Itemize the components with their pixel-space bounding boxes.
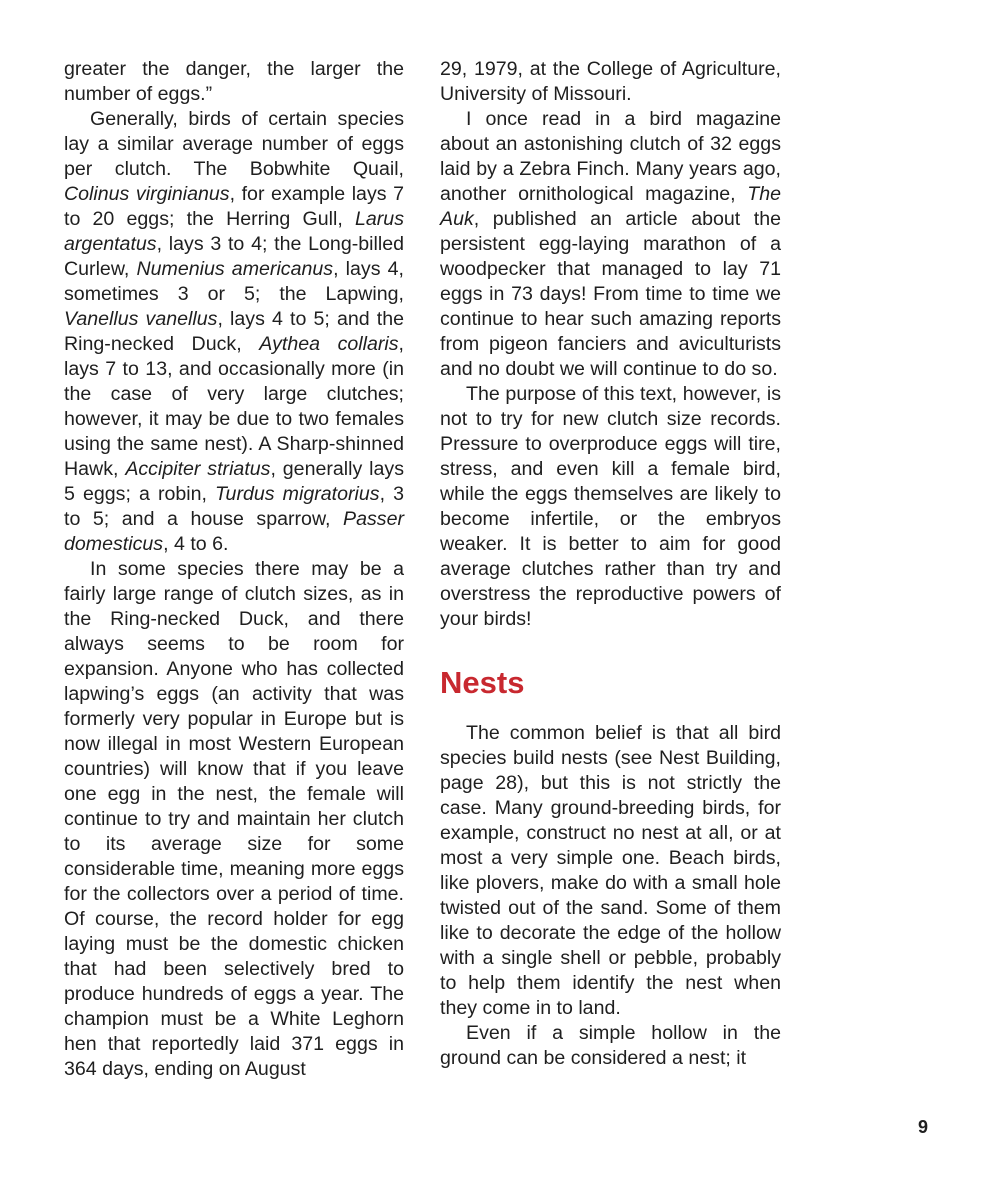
species-name: Accipiter striatus xyxy=(125,458,271,480)
paragraph xyxy=(440,57,781,107)
paragraph xyxy=(440,382,781,632)
paragraph-text: greater the danger, the larger the number of eggs.” xyxy=(64,58,404,105)
paragraph xyxy=(440,721,781,1021)
paragraph xyxy=(64,557,404,1082)
paragraph-text: 29, 1979, at the College of Agriculture, University of Missouri. xyxy=(440,58,781,105)
species-name: Larus argentatus xyxy=(64,208,404,255)
page-number: 9 xyxy=(917,1117,928,1137)
species-name: Colinus virginianus xyxy=(64,183,230,205)
paragraph: Generally, birds of certain species lay a similar average number of eggs per clutch. The Bobwhite Quail, Colinus virginianus, for example lays 7 to 20 eggs; the Herring Gull, Larus argentatus, lays 3 to 4; the Long-billed Curlew, Numenius americanus, lays 4, sometimes 3 or 5; the Lapwing, Vanellus vanellus, lays 4 to 5; and the Ring-necked Duck, Aythea collaris, lays 7 to 13, and occasionally more (in the case of very large clutches; however, it may be due to two females using the same nest). A Sharp-shinned Hawk, Accipiter striatus, generally lays 5 eggs; a robin, Turdus migratorius, 3 to 5; and a house sparrow, Passer domesticus, 4 to 6. xyxy=(64,108,405,555)
section-heading: Nests xyxy=(440,665,525,700)
species-name: Vanellus vanellus xyxy=(64,308,218,330)
left-column xyxy=(64,57,404,1082)
species-name: Passer domesticus xyxy=(64,508,404,555)
paragraph: I once read in a bird magazine about an astonishing clutch of 32 eggs laid by a Zebra Finch. Many years ago, another ornithological magazine, The Auk, published an article about the persistent egg-laying marathon of a woodpecker that managed to lay 71 eggs in 73 days! From time to time we continue to hear such amazing reports from pigeon fanciers and aviculturists and no doubt we will continue to do so. xyxy=(440,108,781,380)
paragraph-text: The purpose of this text, however, is not to try for new clutch size records. Pressure to overproduce eggs will tire, stress, and even kill a female bird, while the eggs themselves are likely to become infertile, or the embryos weaker. It is better to aim for good average clutches rather than try and overstress the reproductive powers of your birds! xyxy=(440,383,781,630)
right-column xyxy=(440,57,781,1071)
species-name: Turdus migratorius xyxy=(215,483,380,505)
paragraph xyxy=(440,1021,781,1071)
paragraph-text: The common belief is that all bird species build nests (see Nest Building, page 28), but this is not strictly the case. Many ground-breeding birds, for example, construct no nest at all, or at most a very simple one. Beach birds, like plovers, make do with a small hole twisted out of the sand. Some of them like to decorate the edge of the hollow with a single shell or pebble, probably to help them identify the nest when they come in to land. xyxy=(440,722,781,1019)
species-name: Aythea collaris xyxy=(259,333,399,355)
species-name: Numenius americanus xyxy=(136,258,334,280)
paragraph xyxy=(64,57,404,107)
magazine-title: The Auk xyxy=(440,183,781,230)
paragraph-text: Even if a simple hollow in the ground can be considered a nest; it xyxy=(440,1022,781,1069)
paragraph-text: In some species there may be a fairly large range of clutch sizes, as in the Ring-necked Duck, and there always seems to be room for expansion. Anyone who has collected lapwing’s eggs (an activity that was formerly very popular in Europe but is now illegal in most Western European countries) will know that if you leave one egg in the nest, the female will continue to try and maintain her clutch to its average size for some considerable time, meaning more eggs for the collectors over a period of time. Of course, the record holder for egg laying must be the domestic chicken that had been selectively bred to produce hundreds of eggs a year. The champion must be a White Leghorn hen that reportedly laid 371 eggs in 364 days, ending on August xyxy=(64,558,404,1080)
